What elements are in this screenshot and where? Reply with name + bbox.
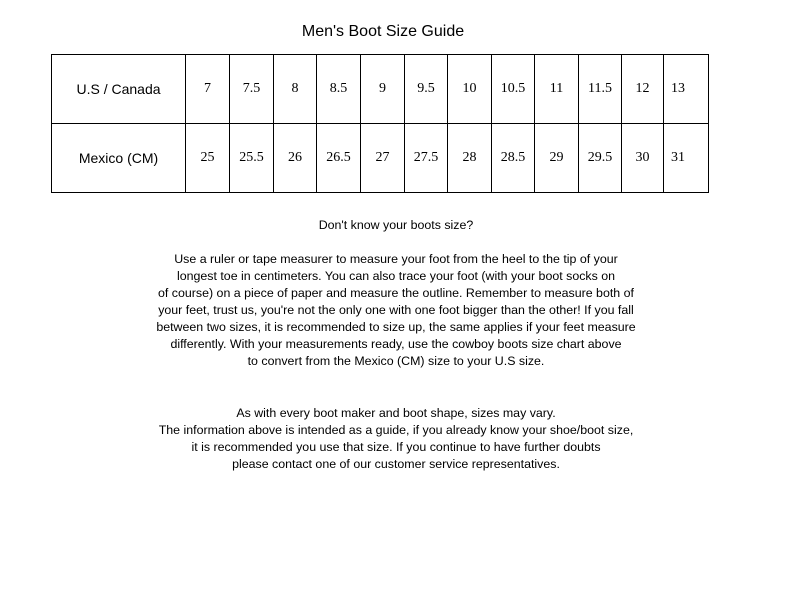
instruction-line: differently. With your measurements ready, use the cowboy boots size chart above — [170, 337, 622, 351]
table-cell: 28 — [448, 124, 492, 193]
table-row-mexico-cm — [52, 124, 709, 193]
sizing-disclaimer — [0, 405, 792, 473]
size-question-text: Don't know your boots size? — [318, 218, 474, 232]
row-label-mexico-cm: Mexico (CM) — [52, 124, 186, 193]
table-cell: 25 — [186, 124, 230, 193]
table-cell: 7.5 — [230, 55, 274, 124]
table-cell: 29 — [535, 124, 579, 193]
table-cell: 7 — [186, 55, 230, 124]
table-cell: 8.5 — [317, 55, 361, 124]
disclaimer-line: it is recommended you use that size. If you continue to have further doubts — [191, 440, 601, 454]
row-label-us-canada: U.S / Canada — [52, 55, 186, 124]
size-question — [0, 217, 792, 234]
table-cell: 11 — [535, 55, 579, 124]
disclaimer-line: As with every boot maker and boot shape, sizes may vary. — [236, 406, 556, 420]
size-chart-table — [51, 54, 709, 193]
instruction-line: Use a ruler or tape measurer to measure your foot from the heel to the tip of your — [174, 252, 618, 266]
table-cell: 25.5 — [230, 124, 274, 193]
instruction-line: of course) on a piece of paper and measure the outline. Remember to measure both of — [158, 286, 634, 300]
disclaimer-line: please contact one of our customer service representatives. — [232, 457, 560, 471]
table-cell: 13 — [664, 55, 709, 124]
table-cell: 9.5 — [405, 55, 448, 124]
instruction-line: to convert from the Mexico (CM) size to your U.S size. — [247, 354, 545, 368]
table-row-us-canada — [52, 55, 709, 124]
table-cell: 10.5 — [492, 55, 535, 124]
measuring-instructions — [0, 251, 792, 370]
table-cell: 30 — [622, 124, 664, 193]
instruction-line: your feet, trust us, you're not the only one with one foot bigger than the other! If you fall — [158, 303, 634, 317]
table-cell: 26.5 — [317, 124, 361, 193]
table-cell: 27.5 — [405, 124, 448, 193]
table-cell: 10 — [448, 55, 492, 124]
table-cell: 9 — [361, 55, 405, 124]
table-cell: 31 — [664, 124, 709, 193]
instruction-line: longest toe in centimeters. You can also trace your foot (with your boot socks on — [176, 269, 616, 283]
disclaimer-line: The information above is intended as a guide, if you already know your shoe/boot size, — [158, 423, 634, 437]
table-cell: 29.5 — [579, 124, 622, 193]
table-cell: 8 — [274, 55, 317, 124]
page-title: Men's Boot Size Guide — [301, 23, 465, 40]
table-cell: 11.5 — [579, 55, 622, 124]
table-cell: 12 — [622, 55, 664, 124]
table-cell: 28.5 — [492, 124, 535, 193]
instruction-line: between two sizes, it is recommended to size up, the same applies if your feet measure — [156, 320, 636, 334]
table-cell: 27 — [361, 124, 405, 193]
table-cell: 26 — [274, 124, 317, 193]
